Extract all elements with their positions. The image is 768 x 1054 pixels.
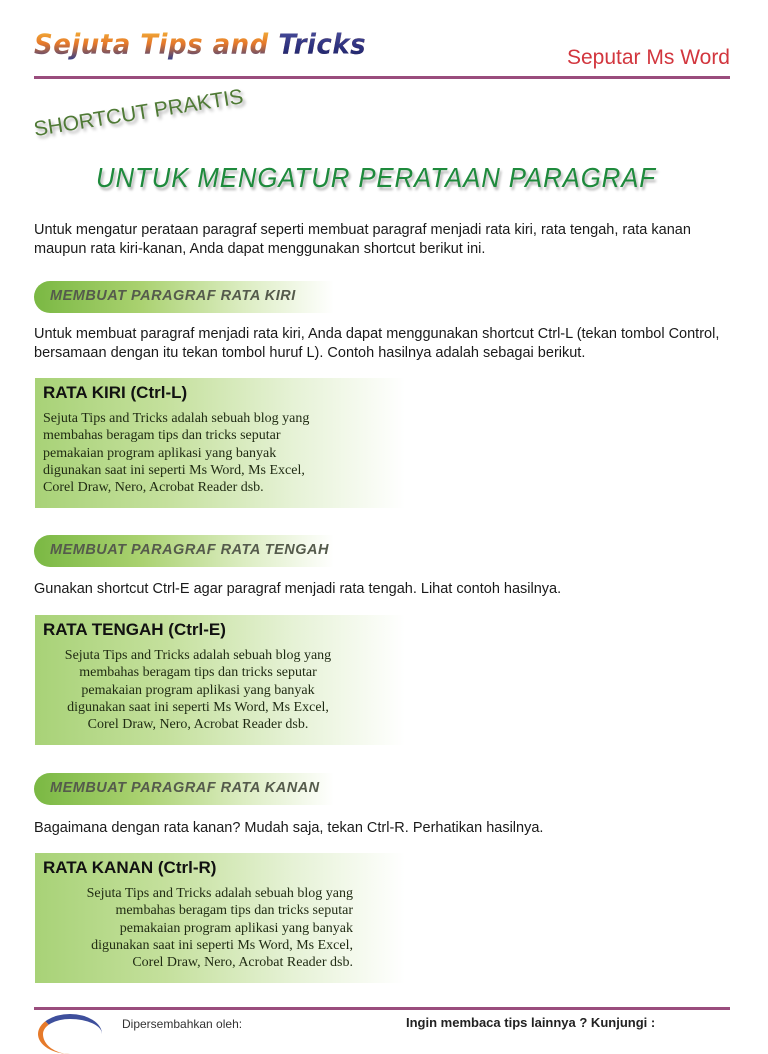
demo-title: RATA TENGAH (Ctrl-E): [43, 620, 226, 639]
section-heading-label: MEMBUAT PARAGRAF RATA KIRI: [50, 288, 296, 304]
brand-text-tricks: Tricks: [278, 29, 367, 61]
demo-line: Corel Draw, Nero, Acrobat Reader dsb.: [87, 717, 309, 733]
brand-text: Sejuta Tips and: [34, 29, 279, 61]
footer-visit-prompt: Ingin membaca tips lainnya ? Kunjungi :: [406, 1015, 656, 1030]
demo-line: membahas beragam tips dan tricks seputar: [43, 428, 281, 444]
demo-box-rata-kiri: [35, 378, 405, 508]
demo-line: digunakan saat ini seperti Ms Word, Ms Excel,: [43, 462, 305, 478]
blog-logo: [34, 29, 366, 61]
section-paragraph-rata-kiri: Untuk membuat paragraf menjadi rata kiri, Anda dapat menggunakan shortcut Ctrl-L (tekan tombol Control, bersamaan dengan itu tekan tombol huruf L). Contoh hasilnya adalah sebagai berikut.: [34, 326, 720, 361]
section-heading-rata-tengah: [34, 535, 334, 567]
section-heading-label: MEMBUAT PARAGRAF RATA KANAN: [50, 780, 320, 796]
section-heading-label: MEMBUAT PARAGRAF RATA TENGAH: [50, 542, 330, 558]
demo-line: pemakaian program aplikasi yang banyak: [119, 920, 353, 936]
footer-credit: Dipersembahkan oleh:: [122, 1017, 243, 1031]
section-tag: Seputar Ms Word: [566, 46, 730, 69]
title-kicker: SHORTCUT PRAKTIS: [32, 85, 245, 142]
demo-body: [43, 410, 353, 496]
demo-title: RATA KIRI (Ctrl-L): [43, 383, 188, 402]
intro-paragraph: Untuk mengatur perataan paragraf seperti membuat paragraf menjadi rata kiri, rata tengah, rata kanan maupun rata kiri-kanan, Anda dapat menggunakan shortcut berikut ini.: [34, 222, 691, 257]
demo-line: membahas beragam tips dan tricks seputar: [79, 665, 317, 681]
demo-body: [43, 885, 353, 971]
section-paragraph-rata-kanan: Bagaimana dengan rata kanan? Mudah saja, tekan Ctrl-R. Perhatikan hasilnya.: [34, 820, 544, 836]
demo-line: Corel Draw, Nero, Acrobat Reader dsb.: [43, 480, 264, 496]
demo-title: RATA KANAN (Ctrl-R): [43, 858, 217, 877]
section-paragraph-rata-tengah: Gunakan shortcut Ctrl-E agar paragraf menjadi rata tengah. Lihat contoh hasilnya.: [34, 581, 562, 597]
page-title: UNTUK MENGATUR PERATAAN PARAGRAF: [96, 162, 656, 193]
demo-line: digunakan saat ini seperti Ms Word, Ms Excel,: [67, 699, 329, 715]
footer-divider: [34, 1007, 730, 1010]
demo-line: Corel Draw, Nero, Acrobat Reader dsb.: [132, 955, 353, 971]
footer-logo-icon: [38, 1014, 102, 1054]
demo-line: pemakaian program aplikasi yang banyak: [81, 682, 315, 698]
section-heading-rata-kiri: [34, 281, 334, 313]
demo-line: Sejuta Tips and Tricks adalah sebuah blog yang: [86, 886, 353, 901]
demo-line: membahas beragam tips dan tricks seputar: [115, 903, 353, 919]
demo-line: pemakaian program aplikasi yang banyak: [43, 445, 277, 461]
header-divider: [34, 76, 730, 79]
demo-body: [43, 647, 353, 733]
demo-box-rata-tengah: [35, 615, 405, 745]
demo-line: Sejuta Tips and Tricks adalah sebuah blog yang: [43, 411, 310, 426]
demo-box-rata-kanan: [35, 853, 405, 983]
section-heading-rata-kanan: [34, 773, 334, 805]
demo-line: Sejuta Tips and Tricks adalah sebuah blog yang: [64, 648, 332, 663]
demo-line: digunakan saat ini seperti Ms Word, Ms Excel,: [91, 937, 353, 953]
